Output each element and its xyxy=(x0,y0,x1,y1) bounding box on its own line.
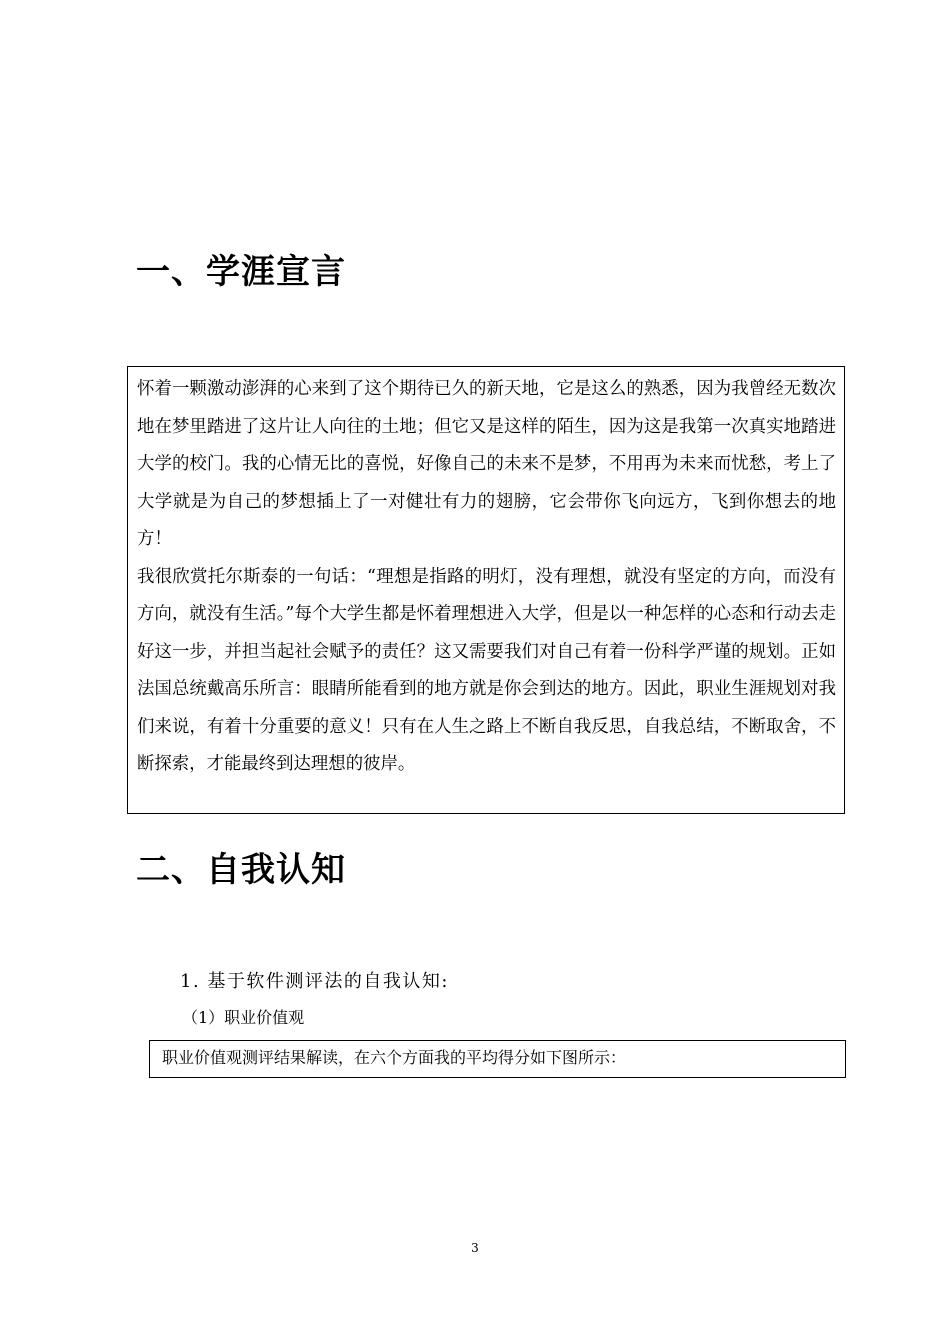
career-values-result-text: 职业价值观测评结果解读，在六个方面我的平均得分如下图所示： xyxy=(162,1048,627,1067)
career-values-result-box xyxy=(149,1040,846,1078)
subsection-career-values: （1）职业价值观 xyxy=(182,1008,305,1027)
declaration-text-box xyxy=(127,366,845,814)
subsection-software-assessment: 1. 基于软件测评法的自我认知: xyxy=(180,971,449,992)
declaration-paragraph-1: 怀着一颗激动澎湃的心来到了这个期待已久的新天地，它是这么的熟悉，因为我曾经无数次地在梦里踏进了这片让人向往的土地；但它又是这样的陌生，因为这是我第一次真实地踏进大学的校门。我的心情无比的喜悦，好像自己的未来不是梦，不用再为未来而忧愁，考上了大学就是为自己的梦想插上了一对健壮有力的翅膀，它会带你飞向远方，飞到你想去的地方！ xyxy=(137,379,836,549)
section-heading-self-cognition: 二、自我认知 xyxy=(136,850,346,890)
page-number: 3 xyxy=(471,1241,479,1255)
declaration-paragraph-2: 我很欣赏托尔斯泰的一句话：“理想是指路的明灯，没有理想，就没有坚定的方向，而没有方向，就没有生活。”每个大学生都是怀着理想进入大学，但是以一种怎样的心态和行动去走好这一步，并担当起社会赋予的责任？这又需要我们对自己有着一份科学严谨的规划。正如法国总统戴高乐所言：眼睛所能看到的地方就是你会到达的地方。因此，职业生涯规划对我们来说，有着十分重要的意义！只有在人生之路上不断自我反思，自我总结，不断取舍，不断探索，才能最终到达理想的彼岸。 xyxy=(137,566,836,774)
section-heading-declaration: 一、学涯宣言 xyxy=(136,252,346,292)
